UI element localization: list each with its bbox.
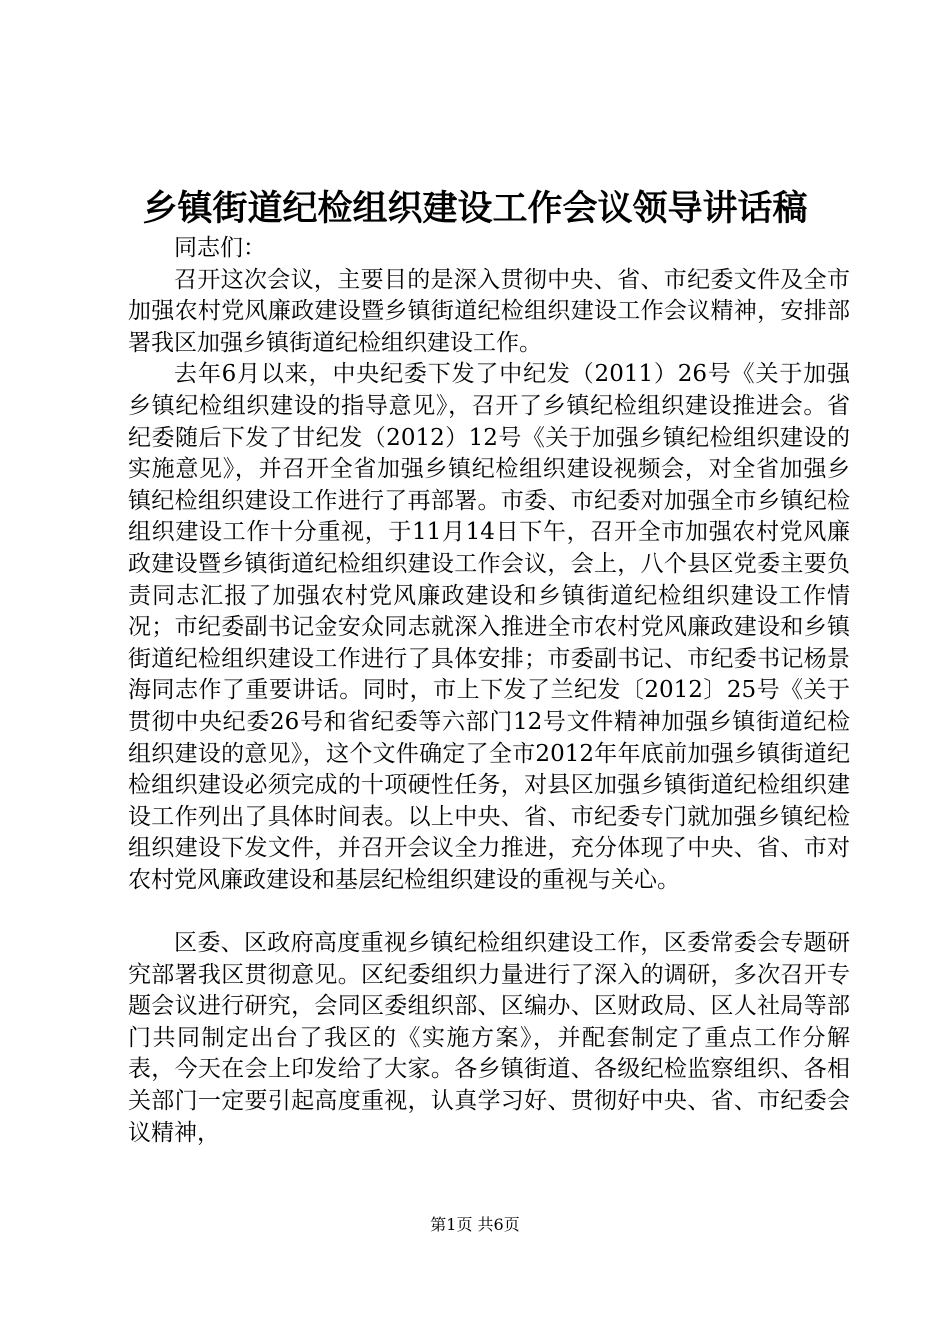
- salutation: 同志们：: [174, 235, 266, 261]
- paragraph-district-action: 区委、区政府高度重视乡镇纪检组织建设工作，区委常委会专题研究部署我区贯彻意见。区纪委组织力量进行了深入的调研，多次召开专题会议进行研究，会同区委组织部、区编办、区财政局、区人社局等部门共同制定出台了我区的《实施方案》，并配套制定了重点工作分解表，今天在会上印发给了大家。各乡镇街道、各级纪检监察组织、各相关部门一定要引起高度重视，认真学习好、贯彻好中央、省、市纪委会议精神，: [128, 930, 850, 1146]
- paragraph-background: 去年6月以来，中央纪委下发了中纪发（2011）26号《关于加强乡镇纪检组织建设的指导意见》，召开了乡镇纪检组织建设推进会。省纪委随后下发了甘纪发（2012）12号《关于加强乡镇纪检组织建设的实施意见》，并召开全省加强乡镇纪检组织建设视频会，对全省加强乡镇纪检组织建设工作进行了再部署。市委、市纪委对加强全市乡镇纪检组织建设工作十分重视，于11月14日下午，召开全市加强农村党风廉政建设暨乡镇街道纪检组织建设工作会议，会上，八个县区党委主要负责同志汇报了加强农村党风廉政建设和乡镇街道纪检组织建设工作情况；市纪委副书记金安众同志就深入推进全市农村党风廉政建设和乡镇街道纪检组织建设工作进行了具体安排；市委副书记、市纪委书记杨景海同志作了重要讲话。同时，市上下发了兰纪发〔2012〕25号《关于贯彻中央纪委26号和省纪委等六部门12号文件精神加强乡镇街道纪检组织建设的意见》，这个文件确定了全市2012年年底前加强乡镇街道纪检组织建设必须完成的十项硬性任务，对县区加强乡镇街道纪检组织建设工作列出了具体时间表。以上中央、省、市纪委专门就加强乡镇纪检组织建设下发文件，并召开会议全力推进，充分体现了中央、省、市对农村党风廉政建设和基层纪检组织建设的重视与关心。: [128, 361, 850, 893]
- document-title: 乡镇街道纪检组织建设工作会议领导讲话稿: [142, 188, 808, 229]
- paragraph-purpose: 召开这次会议，主要目的是深入贯彻中央、省、市纪委文件及全市加强农村党风廉政建设暨乡镇街道纪检组织建设工作会议精神，安排部署我区加强乡镇街道纪检组织建设工作。: [128, 266, 850, 356]
- document-body: [128, 233, 850, 1149]
- page-footer: 第1页 共6页: [430, 1215, 520, 1234]
